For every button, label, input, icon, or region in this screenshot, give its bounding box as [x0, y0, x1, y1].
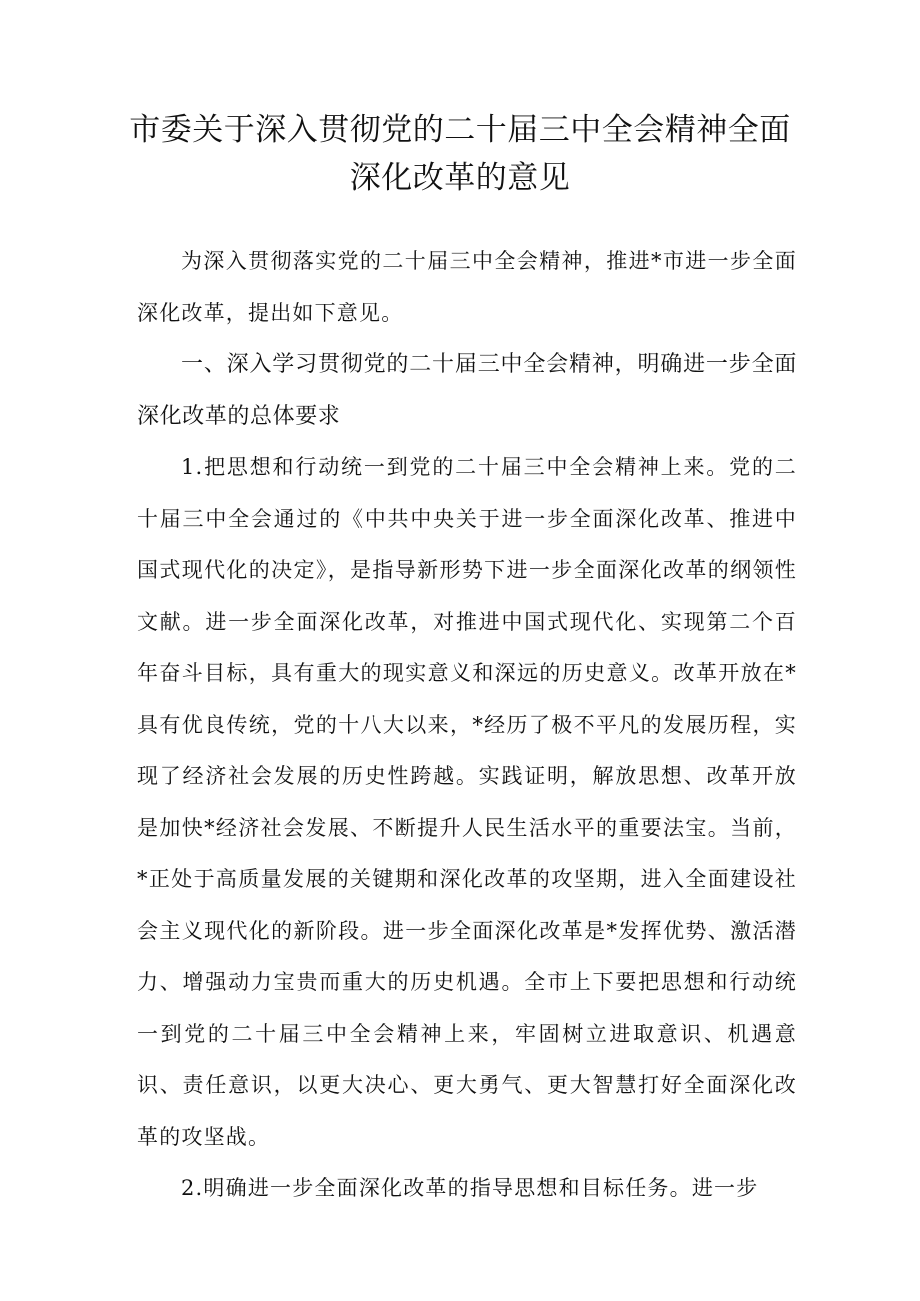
item-1-paragraph: 1.把思想和行动统一到党的二十届三中全会精神上来。党的二十届三中全会通过的《中共中央关于进一步全面深化改革、推进中国式现代化的决定》，是指导新形势下进一步全面深化改革的纲领性文献。进一步全面深化改革，对推进中国式现代化、实现第二个百年奋斗目标，具有重大的现实意义和深远的历史意义。改革开放在*具有优良传统，党的十八大以来，*经历了极不平凡的发展历程，实现了经济社会发展的历史性跨越。实践证明，解放思想、改革开放是加快*经济社会发展、不断提升人民生活水平的重要法宝。当前，*正处于高质量发展的关键期和深化改革的攻坚期，进入全面建设社会主义现代化的新阶段。进一步全面深化改革是*发挥优势、激活潜力、增强动力宝贵而重大的历史机遇。全市上下要把思想和行动统一到党的二十届三中全会精神上来，牢固树立进取意识、机遇意识、责任意识，以更大决心、更大勇气、更大智慧打好全面深化改革的攻坚战。 — [137, 455, 797, 1149]
section-heading-1: 一、深入学习贯彻党的二十届三中全会精神，明确进一步全面深化改革的总体要求 — [137, 352, 797, 429]
intro-paragraph: 为深入贯彻落实党的二十届三中全会精神，推进*市进一步全面深化改革，提出如下意见。 — [137, 249, 797, 325]
document-title: 市委关于深入贯彻党的二十届三中全会精神全面深化改革的意见 — [129, 112, 791, 196]
document-body — [137, 236, 797, 1215]
item-2-paragraph: 2.明确进一步全面深化改革的指导思想和目标任务。进一步 — [181, 1176, 759, 1200]
